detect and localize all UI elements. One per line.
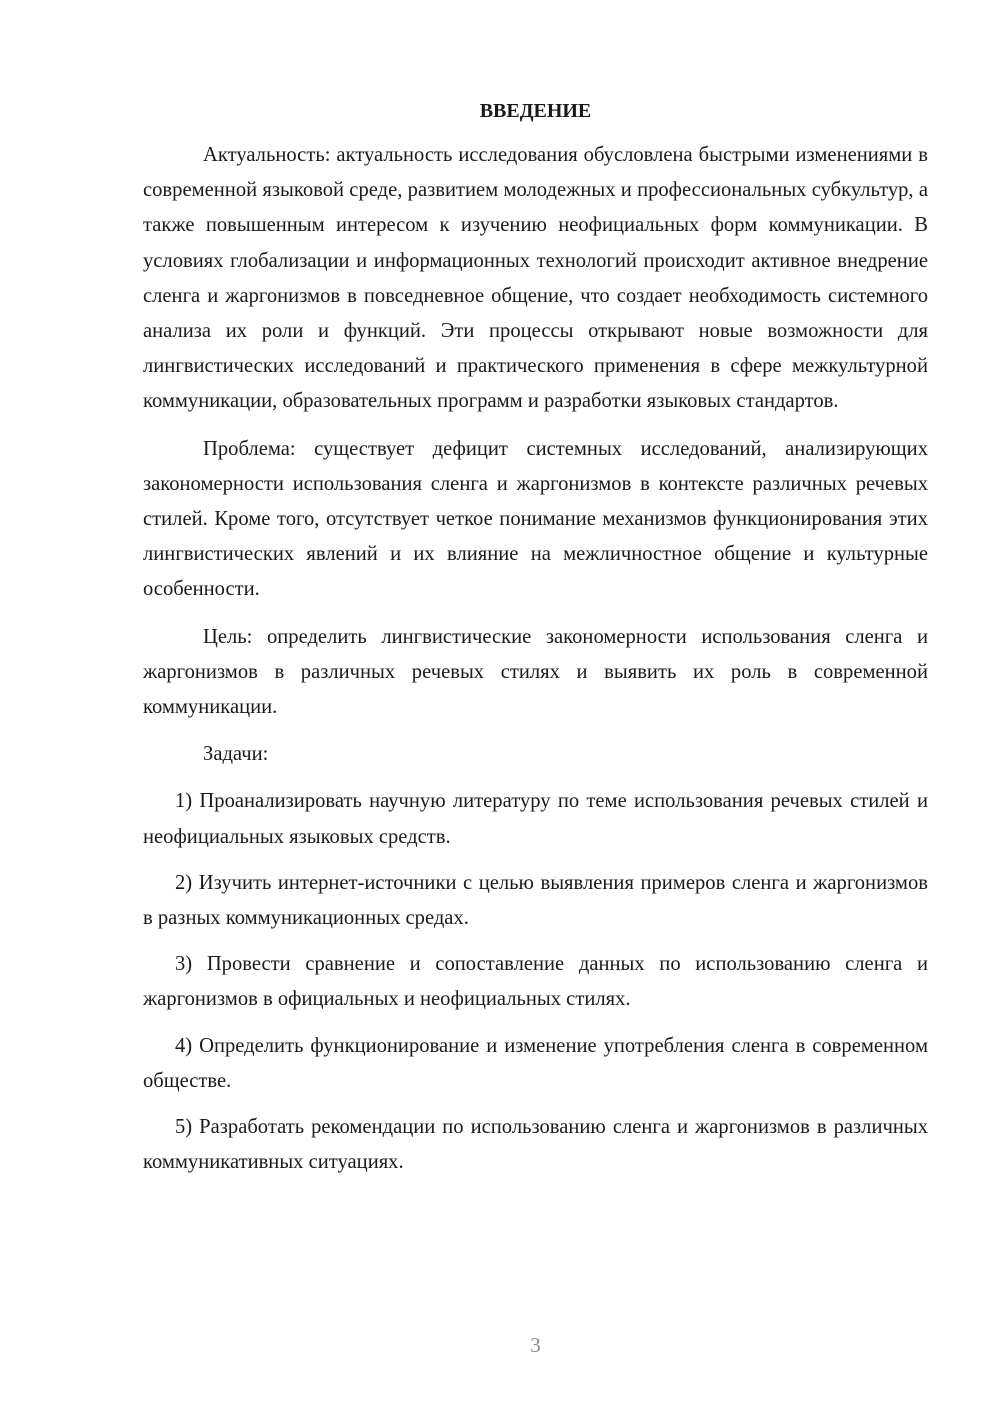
paragraph-problem: Проблема: существует дефицит системных исследований, анализирующих закономерности использования сленга и жаргонизмов в контексте различных речевых стилей. Кроме того, отсутствует четкое понимание механизмов функционирования этих лингвистических явлений и их влияние на межличностное общение и культурные особенности. [143,437,928,601]
section-heading: ВВЕДЕНИЕ [479,100,592,122]
paragraph-goal: Цель: определить лингвистические закономерности использования сленга и жаргонизмов в различных речевых стилях и выявить их роль в современной коммуникации. [143,625,928,719]
document-body [143,96,928,1191]
task-item-1: 1) Проанализировать научную литературу по теме использования речевых стилей и неофициальных языковых средств. [143,790,928,848]
task-item-4: 4) Определить функционирование и изменение употребления сленга в современном обществе. [143,1034,928,1092]
paragraph-tasks-label: Задачи: [203,743,269,766]
task-item-5: 5) Разработать рекомендации по использованию сленга и жаргонизмов в различных коммуникативных ситуациях. [143,1116,928,1174]
task-item-3: 3) Провести сравнение и сопоставление данных по использованию сленга и жаргонизмов в официальных и неофициальных стилях. [143,953,928,1011]
paragraph-relevance: Актуальность: актуальность исследования обусловлена быстрыми изменениями в современной языковой среде, развитием молодежных и профессиональных субкультур, а также повышенным интересом к изучению неофициальных форм коммуникации. В условиях глобализации и информационных технологий происходит активное внедрение сленга и жаргонизмов в повседневное общение, что создает необходимость системного анализа их роли и функций. Эти процессы открывают новые возможности для лингвистических исследований и практического применения в сфере межкультурной коммуникации, образовательных программ и разработки языковых стандартов. [143,144,928,413]
task-item-2: 2) Изучить интернет-источники с целью выявления примеров сленга и жаргонизмов в разных коммуникационных средах. [143,871,928,930]
page-number: 3 [530,1333,541,1357]
